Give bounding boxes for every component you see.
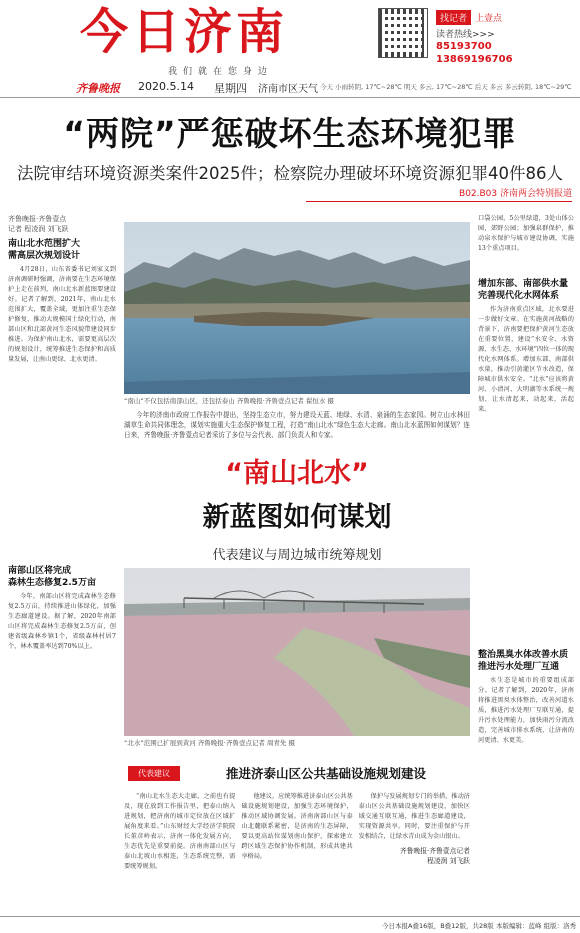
date-weather-bar bbox=[0, 78, 580, 98]
photo-southern-mountains bbox=[124, 222, 470, 394]
lead-paragraph: 今年的济南市政府工作报告中提出，坚持生态立市，努力建设天蓝、地绿、水清、泉涌的生态家园。树立山水林田湖草生命共同体理念，谋划实施重大生态保护修复工程，打造“南山北水”绿色生态大走廊。南山北水蓝图如何谋划？连日来，齐鲁晚报·齐鲁壹点记者采访了多位与会代表、部门负责人和专家。 bbox=[124, 411, 470, 439]
masthead bbox=[0, 0, 580, 80]
brand-name: 齐鲁晚报 bbox=[76, 82, 120, 95]
contact-box bbox=[436, 6, 576, 66]
page-footer bbox=[0, 916, 580, 933]
hotline-phone-1: 85193700 bbox=[436, 41, 492, 52]
bottom-column-2: 他建议，应统筹推进济泰山区公共基础设施规划建设，加强生态环境保护，推动区域协调发展。济南南部山区与泰山北麓联系紧密，是济南的生态屏障，要以更高站位谋划南山保护，探索建立跨区域生态保护协作机制，形成共建共享格局。 bbox=[241, 793, 353, 860]
weather-title: 济南市区天气 bbox=[258, 84, 318, 95]
hotline-label: 读者热线>>> bbox=[436, 30, 495, 40]
left-section-2-title: 南部山区将完成 森林生态修复2.5万亩 bbox=[8, 566, 96, 588]
qr-code-pattern bbox=[384, 14, 422, 52]
left-column bbox=[8, 214, 116, 832]
feature-title-line-1: “南山北水” bbox=[225, 458, 369, 489]
landscape-photo-2 bbox=[124, 568, 470, 736]
page-reference: B02.B03 济南两会特别报道 bbox=[306, 186, 572, 202]
newspaper-title: 今日济南 bbox=[80, 4, 289, 60]
left-section-1-text: 4月28日，山东省委书记刘家义到济南调研时强调，济南要在生态环境保护上走在前列，南山北水新蓝图要建设好。记者了解到，2021年，南山北水范围扩大，覆盖全域，更加注重生态保护修复，推动大规模国土绿化行动，南部山区和北部黄河生态风貌带建设同步推进。为保护南山北水，需要更高层次的规划设计，统筹推进生态保护和高质量发展，让南山更绿、北水更清。 bbox=[8, 266, 116, 363]
photo-2-caption: “北水”范围已扩展到黄河 齐鲁晚报·齐鲁壹点记者 周青先 摄 bbox=[124, 739, 295, 747]
left-section-1-title: 南山北水范围扩大 需高层次规划设计 bbox=[8, 239, 81, 261]
right-column bbox=[478, 214, 574, 896]
section-tag: 代表建议 bbox=[128, 766, 180, 781]
right-section-1-text: 作为济南重点区域，北水要进一步做好文章。在实施黄河战略的背景下，济南要把保护黄河生态放在重要位置，建设“水安全、水资源、水生态、水环境”四位一体的现代化水网体系。增加东部、南部供水量，推动引黄灌区节水改造，保障城市供水安全。“北水”应该将黄河、小清河、大明湖等水系统一规划，让水清起来，动起来，活起来。 bbox=[478, 306, 574, 413]
contact-tag-2: 上壹点 bbox=[475, 14, 503, 24]
photo-yellow-river bbox=[124, 568, 470, 736]
right-top-text: 口袋公园，5公里绿道，3处山体公园，郊野公园；加强泉群保护，推动泉水保护与城市建设协调，实施13个重点项目。 bbox=[478, 215, 574, 252]
main-headline: “两院”严惩破坏生态环境犯罪 bbox=[63, 114, 517, 153]
contact-tag: 找记者 bbox=[436, 10, 471, 25]
landscape-photo-1 bbox=[124, 222, 470, 394]
left-section-2-text: 今年，南部山区将完成森林生态修复2.5万亩，持续推进山体绿化，加强生态廊道建设。据了解，2020年南部山区将完成森林生态修复2.5万亩，创建省级森林乡镇1个，省级森林村居7个，林木覆盖率达到70%以上。 bbox=[8, 593, 116, 650]
newspaper-slogan: 我们就在您身边 bbox=[168, 67, 274, 77]
bottom-column-1: “南山北水生态大走廊，之前也有提及，现在放到工作报告里，把泰山纳入进规划，把济南的城市定位放在区域扩展角度来看。”山东财经大学经济学院院长董彦岭表示，济南一体化发展方向，生态优先是重要前提。济南南部山区与泰山北坡山水相连，生态系统完整，需要统筹规划。 bbox=[124, 793, 236, 870]
bottom-byline: 齐鲁晚报·齐鲁壹点记者 程凌润 刘飞跃 bbox=[399, 847, 470, 865]
photo-1-caption: “南山”不仅包括南部山区，还包括泰山 齐鲁晚报·齐鲁壹点记者 翟恒水 摄 bbox=[124, 397, 334, 405]
bottom-article-body bbox=[124, 792, 470, 920]
bottom-article-title: 推进济泰山区公共基础设施规划建设 bbox=[226, 766, 427, 781]
issue-weekday: 星期四 bbox=[214, 82, 247, 95]
issue-date: 2020.5.14 bbox=[138, 80, 194, 93]
left-byline: 齐鲁晚报·齐鲁壹点 记者 程凌润 刘飞跃 bbox=[8, 215, 69, 233]
hotline-phone-2: 13869196706 bbox=[436, 54, 513, 65]
bottom-column-3 bbox=[359, 792, 470, 920]
main-subheadline: 法院审结环境资源类案件2025件；检察院办理破坏环境资源犯罪40件86人 bbox=[17, 164, 563, 183]
right-section-2-title: 整治黑臭水体改善水质 推进污水处理厂互通 bbox=[478, 650, 569, 672]
right-section-1-title: 增加东部、南部供水量 完善现代化水网体系 bbox=[478, 279, 569, 301]
footer-page-count: 今日本报A叠16版，B叠12版，共28版 bbox=[382, 922, 494, 930]
feature-title-line-2: 新蓝图如何谋划 bbox=[202, 502, 392, 533]
weather-forecast: 今天 小雨转阴, 17℃~28℃ 明天 多云, 17℃~28℃ 后天 多云 多云转阴, 18℃~29℃ bbox=[320, 83, 572, 91]
footer-editors: 本版编辑：蓝峰 组版：洛秀 bbox=[496, 922, 577, 930]
feature-subtitle: 代表建议与周边城市统筹规划 bbox=[212, 548, 382, 563]
right-section-2-text: 水生态是城市的重要组成部分。记者了解到，2020年，济南将推进黑臭水体整治，改善河道水质，推进污水处理厂互联互通，提升污水处理能力，加快雨污分流改造，完善城市排水系统，让济南的河更清、水更美。 bbox=[478, 677, 574, 744]
bottom-column-3-text: 保护与发展规划专门的举措，推动济泰山区公共基础设施规划建设，加快区域交通互联互通，推进生态廊道建设，实现资源共享。同时，要注重保护与开发相结合，让绿水青山成为金山银山。 bbox=[358, 793, 470, 840]
